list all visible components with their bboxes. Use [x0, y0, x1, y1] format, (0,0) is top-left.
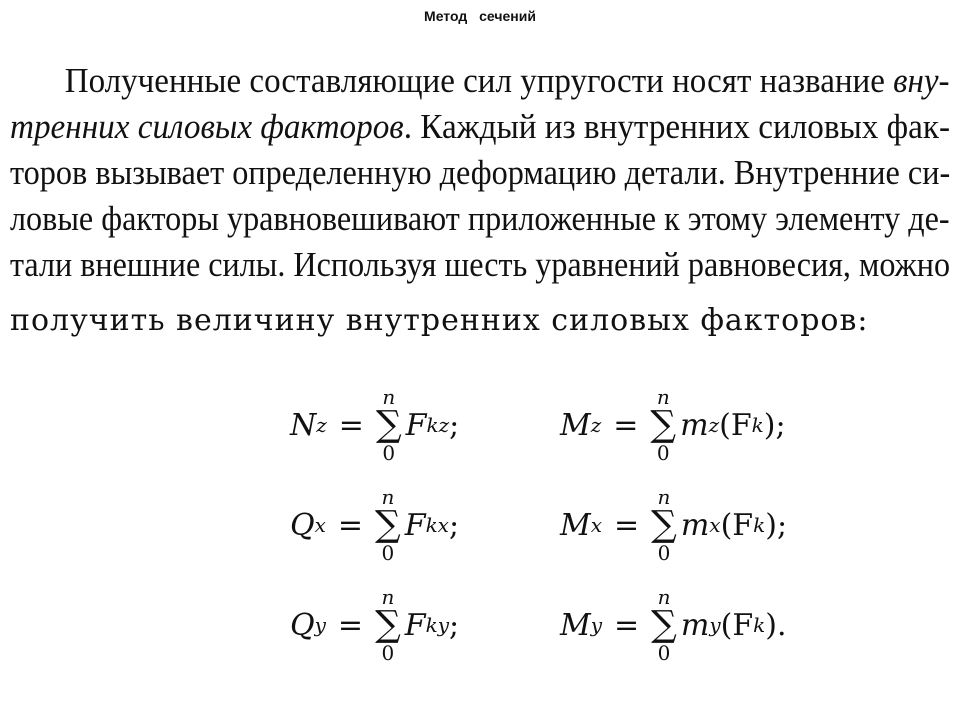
close-paren: )	[763, 407, 776, 443]
slide-title: Метод сечений	[424, 8, 536, 24]
formula-right	[560, 580, 787, 670]
sum-lower-limit: 0	[657, 641, 671, 665]
close-paren: )	[765, 607, 778, 643]
formula-row	[0, 380, 960, 470]
formula-symbol: M	[560, 607, 591, 643]
formula-punctuation: ;	[776, 507, 788, 543]
sum-lower-limit: 0	[657, 541, 671, 565]
sum-lower-limit: 0	[381, 641, 395, 665]
term-subscript: kz	[426, 413, 450, 437]
formula-left	[290, 380, 459, 470]
sigma-symbol: ∑	[375, 604, 401, 645]
term-symbol: m	[680, 607, 710, 643]
formula-subscript: x	[590, 513, 602, 537]
sum-upper-limit: n	[381, 485, 395, 509]
formula-symbol: Q	[290, 507, 315, 543]
term-symbol: F	[405, 407, 427, 443]
formula-subscript: x	[314, 513, 326, 537]
formula-punctuation: .	[777, 607, 787, 643]
formula-subscript: y	[314, 613, 326, 637]
sum-operator	[375, 487, 401, 563]
sum-lower-limit: 0	[656, 441, 670, 465]
sigma-symbol: ∑	[375, 504, 401, 545]
term-symbol: m	[680, 407, 709, 443]
sum-operator	[651, 587, 677, 663]
body-paragraph	[10, 58, 950, 344]
sum-operator	[376, 387, 402, 463]
term-subscript: x	[709, 513, 721, 537]
sigma-symbol: ∑	[651, 504, 677, 545]
equals-sign: =	[614, 507, 640, 543]
paragraph-line-1	[10, 58, 950, 104]
formula-row	[0, 480, 960, 570]
term-symbol: F	[404, 507, 426, 543]
term-italic-2: тренних силовых факторов	[10, 107, 404, 146]
sum-operator	[375, 587, 401, 663]
formula-punctuation: ;	[775, 407, 786, 443]
formula-right	[560, 480, 787, 570]
sum-lower-limit: 0	[382, 441, 396, 465]
term-subscript: y	[709, 613, 721, 637]
term-subscript: ky	[425, 613, 450, 637]
paragraph-line-2	[10, 104, 951, 150]
argument-subscript: k	[753, 513, 766, 537]
argument: (F	[720, 507, 754, 543]
sum-operator	[650, 387, 676, 463]
formula-punctuation: ;	[448, 507, 460, 543]
equals-sign: =	[613, 407, 639, 443]
sigma-symbol: ∑	[650, 404, 677, 445]
formula-subscript: z	[590, 413, 602, 437]
paragraph-line-6: получить величину внутренних силовых факторов:	[10, 303, 869, 338]
argument: (F	[720, 607, 754, 643]
equals-sign: =	[337, 607, 364, 643]
line-2-text: . Каждый из внутренних силовых фак-	[403, 107, 951, 146]
sum-upper-limit: n	[657, 585, 671, 609]
sigma-symbol: ∑	[651, 604, 677, 645]
paragraph-line-3: торов вызывает определенную деформацию детали. Внутренние си-	[10, 153, 951, 192]
paragraph-line-4: ловые факторы уравновешивают приложенные к этому элементу де-	[10, 199, 950, 238]
equals-sign: =	[614, 607, 640, 643]
formula-left	[290, 580, 459, 670]
formula-subscript: y	[590, 613, 603, 637]
formula-symbol: M	[560, 407, 591, 443]
argument-subscript: k	[751, 413, 764, 437]
term-subscript: kx	[425, 513, 449, 537]
line-1-text: Полученные составляющие сил упругости носят название	[64, 61, 894, 100]
equals-sign: =	[337, 507, 364, 543]
argument: (F	[719, 407, 752, 443]
paragraph-line-5: тали внешние силы. Используя шесть уравнений равновесия, можно	[10, 245, 951, 284]
formula-left	[290, 480, 459, 570]
term-symbol: m	[680, 507, 710, 543]
sum-operator	[651, 487, 677, 563]
sum-lower-limit: 0	[381, 541, 395, 565]
term-symbol: F	[404, 607, 426, 643]
formula-symbol: Q	[290, 607, 315, 643]
formula-punctuation: ;	[449, 407, 460, 443]
sum-upper-limit: n	[657, 485, 671, 509]
close-paren: )	[765, 507, 777, 543]
formula-subscript: z	[316, 413, 327, 437]
term-subscript: z	[708, 413, 720, 437]
sigma-symbol: ∑	[375, 404, 402, 445]
argument-subscript: k	[753, 613, 766, 637]
sum-upper-limit: n	[656, 385, 670, 409]
sum-upper-limit: n	[382, 385, 396, 409]
formula-punctuation: ;	[449, 607, 460, 643]
equals-sign: =	[338, 407, 364, 443]
formula-symbol: M	[560, 507, 591, 543]
sum-upper-limit: n	[381, 585, 395, 609]
formula-symbol: N	[290, 407, 317, 443]
formula-right	[560, 380, 786, 470]
formula-row	[0, 580, 960, 670]
formula-block	[0, 380, 960, 700]
term-italic-1: вну-	[893, 61, 950, 100]
